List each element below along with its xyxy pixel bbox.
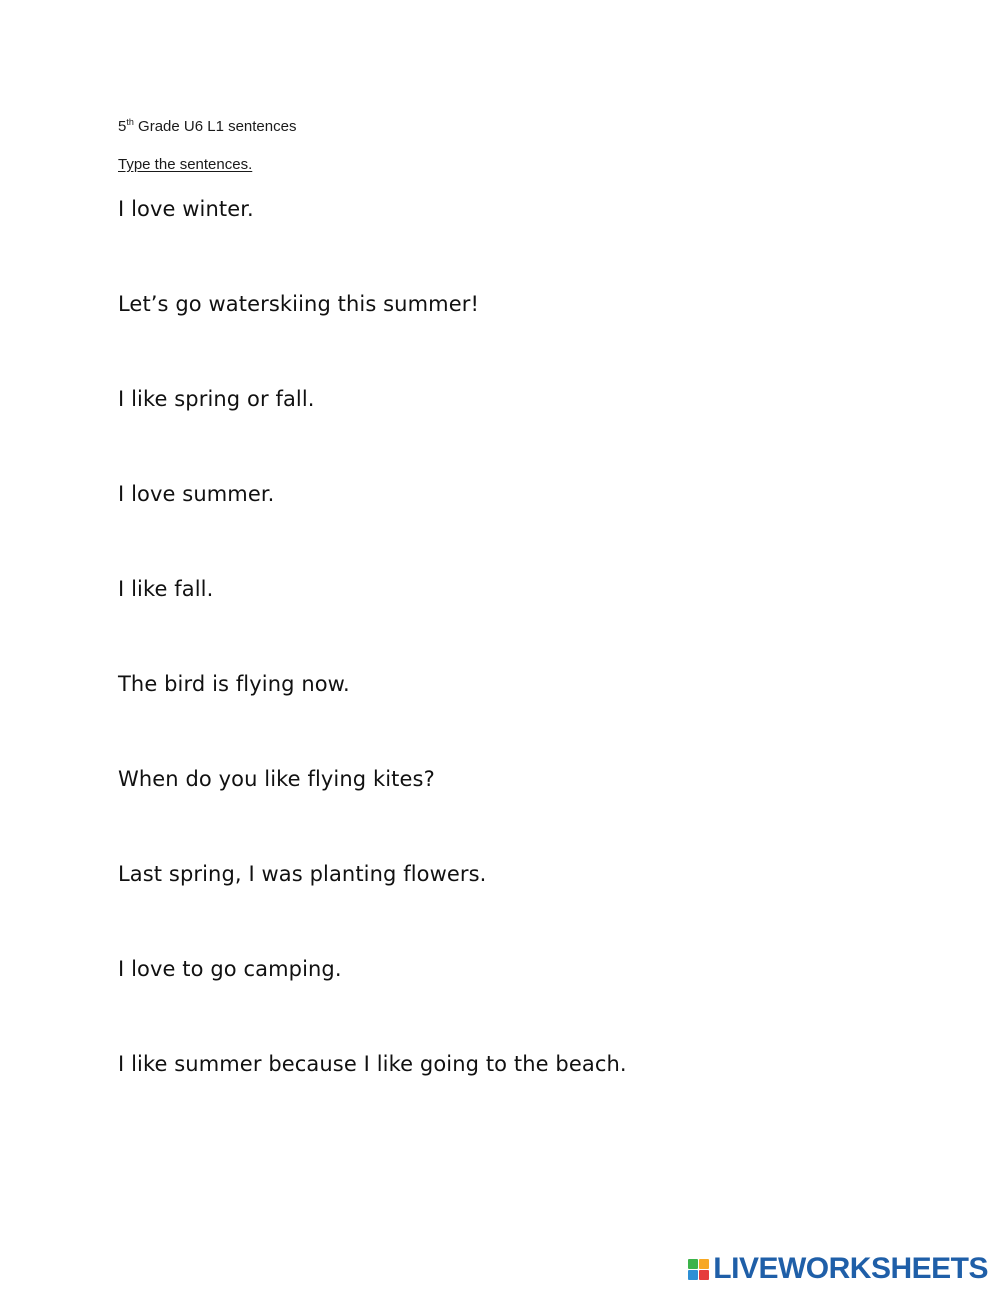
sentence-5: I like fall. [118,577,214,601]
instruction-text: Type the sentences. [118,156,253,173]
sentence-3: I like spring or fall. [118,387,315,411]
title-text: Grade U6 L1 sentences [133,118,297,135]
grade-suffix: th [126,117,134,127]
grade-number: 5 [118,118,127,135]
sentence-10: I like summer because I like going to the beach. [118,1052,627,1076]
liveworksheets-logo [688,1254,988,1284]
sentence-9: I love to go camping. [118,957,342,981]
badge-square-2 [699,1259,709,1269]
badge-square-1 [688,1259,698,1269]
sentence-list [118,195,627,1145]
sentence-1: I love winter. [118,197,254,221]
sentence-4: I love summer. [118,482,275,506]
sentence-2: Let’s go waterskiing this summer! [118,292,479,316]
live-badge-icon [688,1259,709,1280]
sentence-8: Last spring, I was planting flowers. [118,862,487,886]
sentence-7: When do you like flying kites? [118,767,435,791]
logo-text: LIVEWORKSHEETS [713,1252,988,1285]
badge-square-4 [699,1270,709,1280]
worksheet-title [118,118,296,135]
badge-square-3 [688,1270,698,1280]
sentence-6: The bird is flying now. [118,672,350,696]
